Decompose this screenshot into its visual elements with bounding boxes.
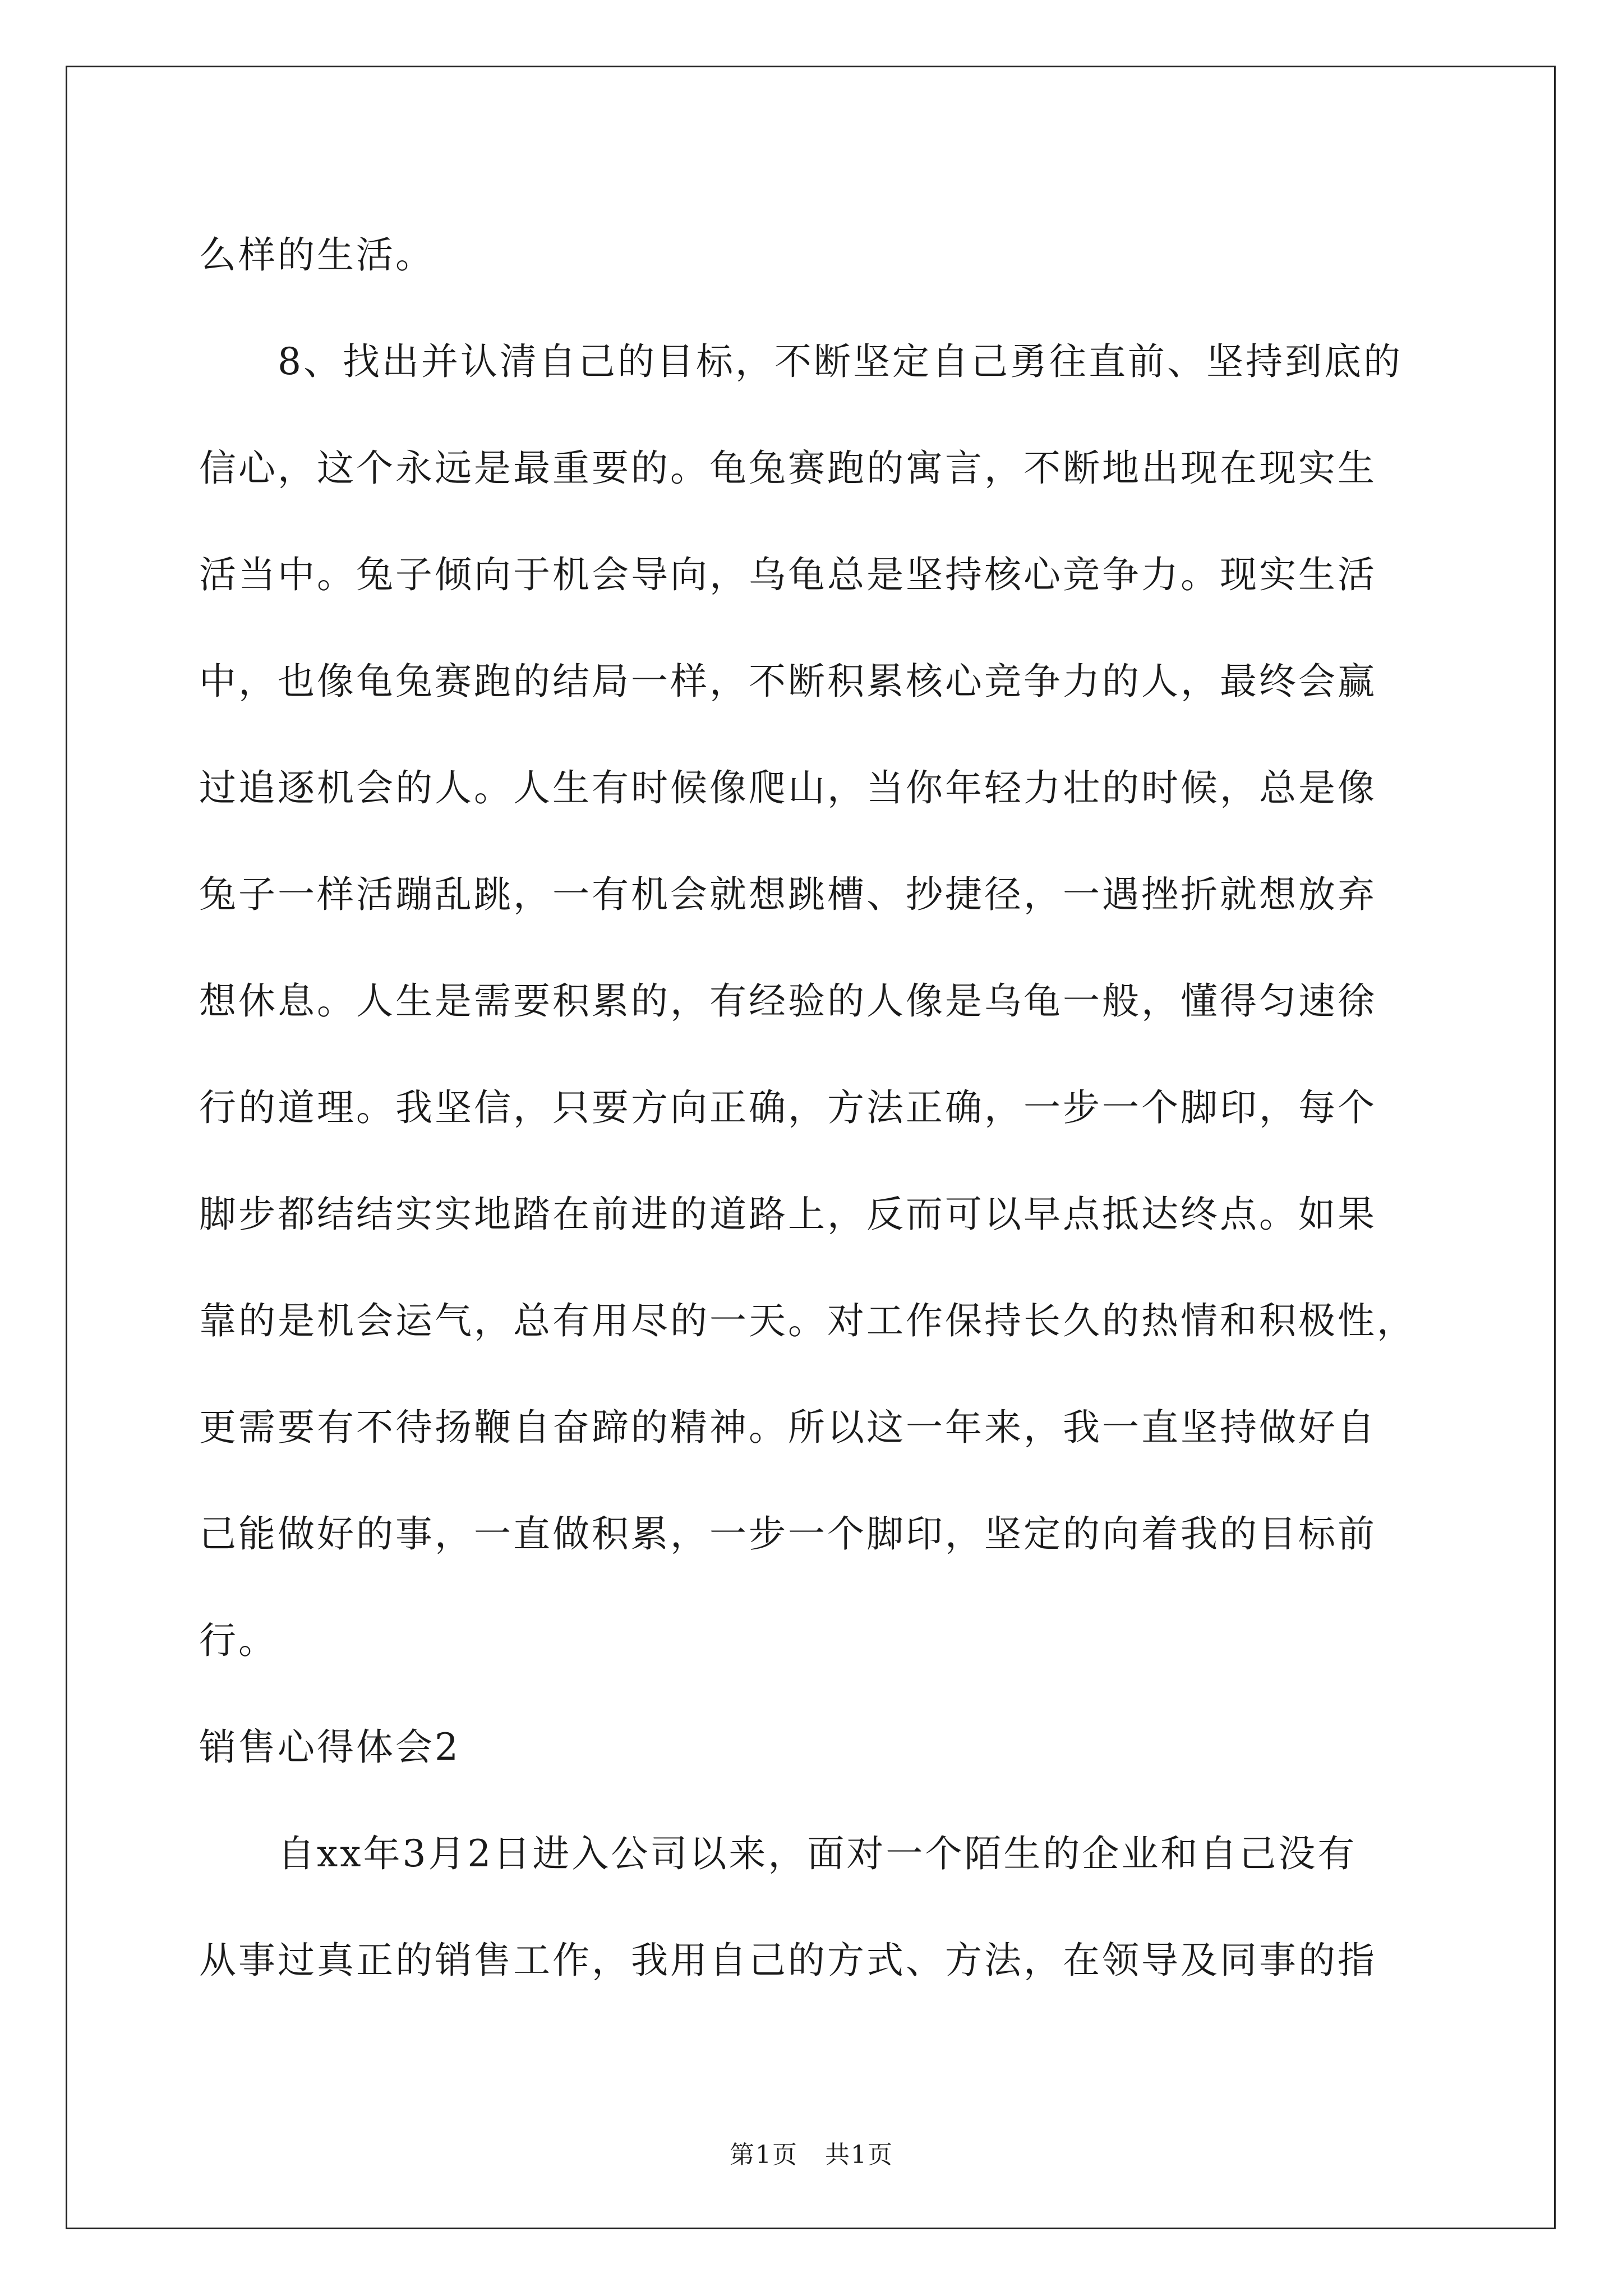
- text-line: 兔子一样活蹦乱跳，一有机会就想跳槽、抄捷径，一遇挫折就想放弃: [199, 873, 1377, 916]
- text-line: 靠的是机会运气，总有用尽的一天。对工作保持长久的热情和积极性，: [199, 1299, 1416, 1342]
- text-line: 中，也像龟兔赛跑的结局一样，不断积累核心竞争力的人，最终会赢: [199, 660, 1377, 703]
- text-line: 信心，这个永远是最重要的。龟兔赛跑的寓言，不断地出现在现实生: [199, 447, 1377, 490]
- text-line: 行。: [199, 1619, 278, 1662]
- text-line: 己能做好的事，一直做积累，一步一个脚印，坚定的向着我的目标前: [199, 1512, 1377, 1556]
- text-line: 从事过真正的销售工作，我用自己的方式、方法，在领导及同事的指: [199, 1939, 1377, 1982]
- section-heading: 销售心得体会2: [199, 1726, 460, 1769]
- text-line: 8、找出并认清自己的目标，不断坚定自己勇往直前、坚持到底的: [278, 340, 1403, 383]
- page-number: 第1页: [730, 2141, 798, 2169]
- text-line: 自xx年3月2日进入公司以来，面对一个陌生的企业和自己没有: [278, 1832, 1357, 1875]
- text-line: 想休息。人生是需要积累的，有经验的人像是乌龟一般，懂得匀速徐: [199, 979, 1377, 1023]
- text-line: 脚步都结结实实地踏在前进的道路上，反而可以早点抵达终点。如果: [199, 1193, 1377, 1236]
- page-footer: [0, 2134, 1623, 2170]
- document-body: [199, 202, 1433, 2014]
- page-total: 共1页: [825, 2141, 893, 2169]
- text-line: 更需要有不待扬鞭自奋蹄的精神。所以这一年来，我一直坚持做好自: [199, 1406, 1377, 1449]
- text-line: 过追逐机会的人。人生有时候像爬山，当你年轻力壮的时候，总是像: [199, 766, 1377, 809]
- text-line: 活当中。兔子倾向于机会导向，乌龟总是坚持核心竞争力。现实生活: [199, 553, 1377, 596]
- text-line: 行的道理。我坚信，只要方向正确，方法正确，一步一个脚印，每个: [199, 1086, 1377, 1129]
- text-line: 么样的生活。: [199, 233, 435, 277]
